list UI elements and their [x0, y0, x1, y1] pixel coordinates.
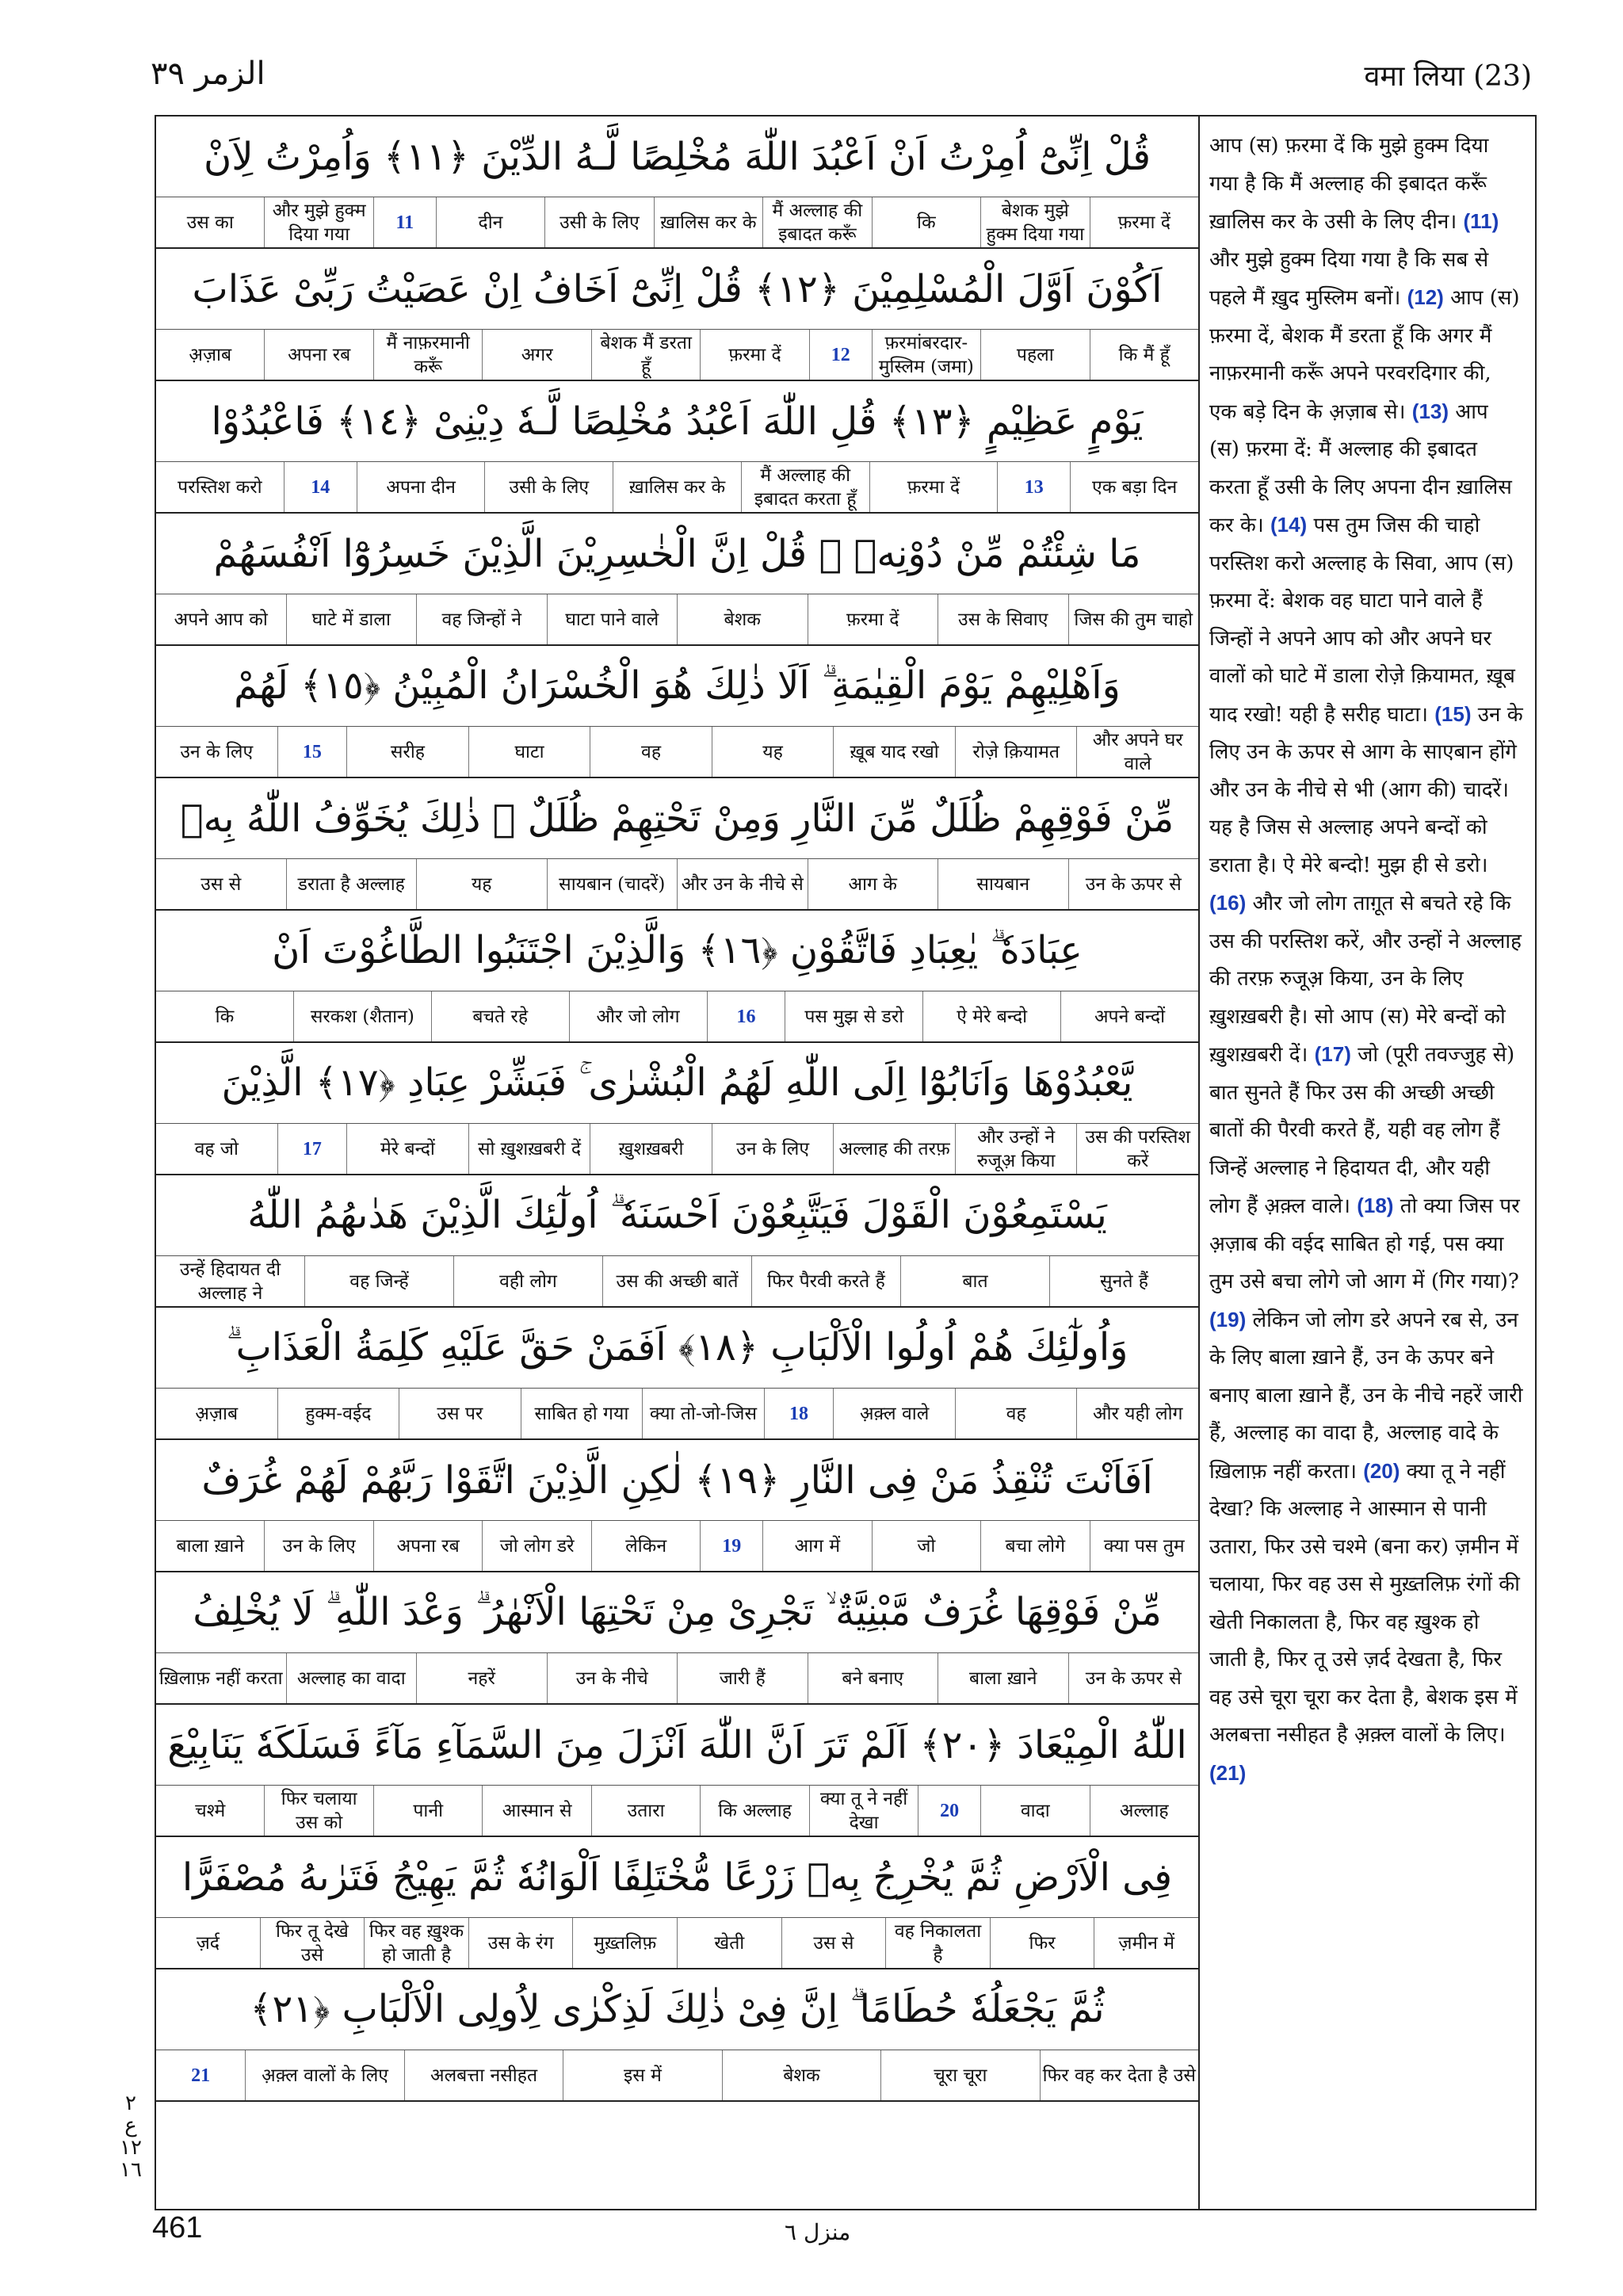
- gloss-cell: दीन: [436, 197, 544, 247]
- gloss-cell: पस मुझ से डरो: [785, 991, 922, 1041]
- gloss-cell: मुख़्तलिफ़: [572, 1918, 677, 1968]
- gloss-cell: अगर: [482, 330, 590, 380]
- translation-text: क्या तू ने नहीं देखा? कि अल्लाह ने आस्मान से पानी उतारा, फिर उसे चश्मे (बना कर) ज़मीन में चलाया, फिर वह उस से मुख़्तलिफ़ रंगों की खेती निकालता है, फिर वह ख़ुश्क हो जाती है, फिर तू उसे ज़र्द देखता है, फिर वह उसे चूरा चूरा कर देता है, बेशक इस में अलबत्ता नसीहत है अ़क़्ल वालों के लिए।: [1209, 1459, 1520, 1747]
- gloss-cell: कि अल्लाह: [700, 1786, 808, 1836]
- translation-verse-number: (15): [1434, 701, 1472, 726]
- gloss-cell: अ़क़्ल वाले: [833, 1389, 955, 1438]
- gloss-row: [156, 1521, 1198, 1572]
- gloss-row: [156, 462, 1198, 514]
- translation-text: और मुझे हुक्म दिया गया है कि सब से पहले मैं ख़ुद मुस्लिम बनों।: [1209, 247, 1489, 310]
- gloss-cell: उस के सिवाए: [938, 594, 1068, 644]
- translation-verse-number: (21): [1209, 1760, 1247, 1785]
- gloss-row: [156, 727, 1198, 778]
- gloss-cell: डराता है अल्लाह: [286, 859, 417, 909]
- gloss-cell: उन्हें हिदायत दी अल्लाह ने: [179, 1259, 281, 1304]
- gloss-cell: उन के नीचे: [547, 1653, 678, 1703]
- gloss-cell: अ़क़्ल वालों के लिए: [245, 2050, 403, 2100]
- gloss-cell: वह जिन्हों ने: [416, 594, 547, 644]
- gloss-cell: मैं अल्लाह की इबादत करता हूँ: [741, 462, 869, 512]
- gloss-cell: ख़ालिस कर के: [654, 197, 762, 247]
- arabic-verse-line: يَوْمٍ عَظِيْمٍ ﴿١٣﴾ قُلِ اللّٰهَ اَعْبُدُ مُخْلِصًا لَّـهٗ دِيْنِىْ ﴿١٤﴾ فَاعْبُدُوْا: [156, 381, 1198, 462]
- ruku-line: ع: [124, 2114, 137, 2137]
- gloss-cell: उस के रंग: [468, 1918, 573, 1968]
- verse-number: 14: [284, 462, 357, 512]
- gloss-row: [156, 1389, 1198, 1440]
- gloss-cell: बेशक मैं डरता हूँ: [591, 330, 700, 380]
- gloss-cell: आग के: [808, 859, 938, 909]
- verse-number: 18: [764, 1389, 834, 1438]
- gloss-cell: कि मैं हूँ: [1090, 330, 1198, 380]
- gloss-cell: अपने आप को: [174, 609, 268, 630]
- gloss-cell: ख़ालिस कर के: [613, 462, 741, 512]
- gloss-row: [156, 991, 1198, 1043]
- gloss-cell: ख़ूब याद रखो: [833, 727, 955, 777]
- gloss-cell: फिर: [990, 1918, 1094, 1968]
- translation-text: उन के लिए उन के ऊपर से आग के साएबान होंगे और उन के नीचे से भी (आग की) चादरें। यह है जिस से अल्लाह अपने बन्दों को डराता है। ऐ मेरे बन्दो! मुझ ही से डरो।: [1209, 702, 1523, 877]
- translation-text: तो क्या जिस पर अ़ज़ाब की वईद साबित हो गई, पस क्या तुम उसे बचा लोगे जो आग में (गिर गया)?: [1209, 1194, 1520, 1293]
- gloss-cell: उस की परस्तिश करें: [1076, 1124, 1198, 1174]
- gloss-row: [156, 1653, 1198, 1705]
- gloss-cell: क्या तू ने नहीं देखा: [809, 1786, 918, 1836]
- gloss-cell: अ़ज़ाब: [195, 1403, 239, 1424]
- translation-verse-number: (18): [1357, 1194, 1394, 1217]
- gloss-cell: उस पर: [399, 1389, 521, 1438]
- gloss-cell: और अपने घर वाले: [1076, 727, 1198, 777]
- gloss-cell: और मुझे हुक्म दिया गया: [264, 197, 372, 247]
- translation-verse-number: (19): [1209, 1307, 1247, 1331]
- gloss-cell: उतारा: [591, 1786, 700, 1836]
- gloss-cell: बचा लोगे: [980, 1521, 1089, 1571]
- gloss-cell: इस में: [563, 2050, 721, 2100]
- gloss-cell: आस्मान से: [482, 1786, 590, 1836]
- arabic-verse-line: يَسْتَمِعُوْنَ الْقَوْلَ فَيَتَّبِعُوْنَ اَحْسَنَهٗ ۗ اُولٰٓئِكَ الَّذِيْنَ هَدٰىهُمُ اللّٰهُ: [156, 1175, 1198, 1256]
- gloss-cell: अल्लाह का वादा: [286, 1653, 417, 1703]
- gloss-cell: फिर तू देखे उसे: [260, 1918, 365, 1968]
- arabic-verse-line: وَاَهْلِيْهِمْ يَوْمَ الْقِيٰمَةِ ۗ اَلَا ذٰلِكَ هُوَ الْخُسْرَانُ الْمُبِيْنُ ﴿١٥﴾ لَهُمْ: [156, 646, 1198, 727]
- gloss-cell: अपना रब: [373, 1521, 482, 1571]
- arabic-verse-line: فِى الْاَرْضِ ثُمَّ يُخْرِجُ بِهٖ زَرْعًا مُّخْتَلِفًا اَلْوَانُهٗ ثُمَّ يَهِيْجُ فَتَرٰىهُ مُصْفَرًّا: [156, 1837, 1198, 1918]
- surah-header: الزمر ٣٩: [151, 55, 265, 92]
- gloss-cell: घाटा: [468, 727, 590, 777]
- gloss-cell: यह: [416, 859, 547, 909]
- gloss-cell: वह: [590, 727, 712, 777]
- arabic-verse-line: مِّنْ فَوْقِهِمْ ظُلَلٌ مِّنَ النَّارِ وَمِنْ تَحْتِهِمْ ظُلَلٌ ۗ ذٰلِكَ يُخَوِّفُ اللّٰهُ بِهٖ: [156, 778, 1198, 859]
- gloss-cell: फिर वह कर देता है उसे: [1040, 2050, 1198, 2100]
- gloss-cell: क्या पस तुम: [1090, 1521, 1198, 1571]
- gloss-cell: जारी हैं: [677, 1653, 808, 1703]
- gloss-cell: सायबान (चादरें): [547, 859, 678, 909]
- gloss-cell: ख़ुशख़बरी: [590, 1124, 712, 1174]
- gloss-cell: फ़रमा दें: [700, 330, 808, 380]
- gloss-cell: सायबान: [938, 859, 1068, 909]
- gloss-cell: आग में: [762, 1521, 871, 1571]
- arabic-verse-line: ثُمَّ يَجْعَلُهٗ حُطَامًا ۗ اِنَّ فِىْ ذٰلِكَ لَذِكْرٰى لِاُولِى الْاَلْبَابِ ﴿٢١﴾: [156, 1969, 1198, 2050]
- word-by-word-column: [156, 117, 1200, 2209]
- gloss-cell: फ़रमा दें: [869, 462, 998, 512]
- gloss-cell: अपना दीन: [357, 462, 485, 512]
- gloss-cell: ज़मीन में: [1094, 1918, 1198, 1968]
- verse-number: 11: [373, 197, 436, 247]
- gloss-cell: ज़र्द: [196, 1932, 220, 1954]
- gloss-cell: और उन के नीचे से: [677, 859, 808, 909]
- gloss-cell: जो लोग डरे: [482, 1521, 590, 1571]
- gloss-cell: उन के लिए: [712, 1124, 834, 1174]
- translation-verse-number: (11): [1463, 209, 1499, 233]
- gloss-cell: वादा: [980, 1786, 1089, 1836]
- translation-text: और जो लोग ताग़ूत से बचते रहे कि उस की परस्तिश करें, और उन्हों ने अल्लाह की तरफ़ रुजूअ़ किया, उन के लिए ख़ुशख़बरी है। सो आप (स) मेरे बन्दों को ख़ुशख़बरी दें।: [1209, 892, 1522, 1067]
- gloss-cell: मेरे बन्दों: [346, 1124, 468, 1174]
- verse-number: 19: [700, 1521, 762, 1571]
- gloss-cell: सरीह: [346, 727, 468, 777]
- gloss-cell: उन के लिए: [180, 741, 254, 762]
- gloss-cell: उस की अच्छी बातें: [602, 1256, 751, 1306]
- gloss-cell: वही लोग: [453, 1256, 602, 1306]
- gloss-cell: ऐ मेरे बन्दो: [922, 991, 1060, 1041]
- gloss-cell: मैं अल्लाह की इबादत करूँ: [762, 197, 871, 247]
- gloss-row: [156, 2050, 1198, 2102]
- gloss-cell: अ़ज़ाब: [189, 344, 232, 365]
- gloss-cell: यह: [712, 727, 834, 777]
- gloss-cell: उसी के लिए: [484, 462, 613, 512]
- gloss-cell: वह जो: [194, 1138, 239, 1159]
- verse-number: 16: [707, 991, 785, 1041]
- gloss-cell: उस से: [781, 1918, 886, 1968]
- translation-text: पस तुम जिस की चाहो परस्तिश करो अल्लाह के सिवा, आप (स) फ़रमा दें: बेशक वह घाटा पाने वाले हैं जिन्हों ने अपने आप को और अपने घर वालों को घाटे में डाला रोज़े क़ियामत, ख़ूब याद रखो! यही है सरीह घाटा।: [1209, 514, 1515, 727]
- arabic-verse-line: مَا شِئْتُمْ مِّنْ دُوْنِهٖ ۗ قُلْ اِنَّ الْخٰسِرِيْنَ الَّذِيْنَ خَسِرُوْٓا اَنْفُسَهُمْ: [156, 514, 1198, 594]
- translation-text: आप (स) फ़रमा दें कि मुझे हुक्म दिया गया है कि मैं अल्लाह की इबादत करूँ ख़ालिस कर के उसी के लिए दीन।: [1209, 134, 1489, 234]
- arabic-verse-line: عِبَادَهٗ ۗ يٰعِبَادِ فَاتَّقُوْنِ ﴿١٦﴾ وَالَّذِيْنَ اجْتَنَبُوا الطَّاغُوْتَ اَنْ: [156, 911, 1198, 991]
- gloss-cell: क्या तो-जो-जिस: [642, 1389, 764, 1438]
- gloss-cell: अलबत्ता नसीहत: [404, 2050, 563, 2100]
- gloss-cell: फ़रमा दें: [808, 594, 938, 644]
- gloss-cell: पानी: [373, 1786, 482, 1836]
- gloss-cell: चश्मे: [195, 1800, 226, 1821]
- gloss-row: [156, 197, 1198, 249]
- gloss-row: [156, 594, 1198, 646]
- verse-number: 20: [918, 1786, 980, 1836]
- arabic-verse-line: اَكُوْنَ اَوَّلَ الْمُسْلِمِيْنَ ﴿١٢﴾ قُلْ اِنِّىْٓ اَخَافُ اِنْ عَصَيْتُ رَبِّىْ عَذَابَ: [156, 249, 1198, 330]
- gloss-cell: और यही लोग: [1076, 1389, 1198, 1438]
- gloss-cell: एक बड़ा दिन: [1070, 462, 1198, 512]
- gloss-row: [156, 1256, 1198, 1308]
- gloss-cell: जिस की तुम चाहो: [1068, 594, 1199, 644]
- gloss-cell: ख़िलाफ़ नहीं करता: [158, 1668, 283, 1689]
- gloss-cell: खेती: [677, 1918, 781, 1968]
- ruku-marker: [111, 2092, 151, 2181]
- verse-number: 21: [191, 2065, 211, 2086]
- translation-verse-number: (20): [1363, 1458, 1400, 1483]
- gloss-cell: सुनते हैं: [1049, 1256, 1198, 1306]
- gloss-cell: पहला: [980, 330, 1089, 380]
- gloss-cell: अल्लाह की तरफ़: [833, 1124, 955, 1174]
- translation-text: आप (स) फ़रमा दें, बेशक मैं डरता हूँ कि अगर मैं नाफ़रमानी करूँ अपने परवरदिगार की, एक बड़े दिन के अ़ज़ाब से।: [1209, 286, 1520, 424]
- translation-text: लेकिन जो लोग डरे अपने रब से, उन के लिए बाला ख़ाने हैं, उन के ऊपर बने बनाए बाला ख़ाने हैं, उन के नीचे नहरें जारी हैं, अल्लाह का वादा है, अल्लाह वादे के ख़िलाफ़ नहीं करता।: [1209, 1308, 1523, 1484]
- gloss-cell: बचते रहे: [431, 991, 569, 1041]
- translation-verse-number: (14): [1270, 513, 1308, 537]
- gloss-cell: नहरें: [416, 1653, 547, 1703]
- gloss-cell: फ़रमांबरदार-मुस्लिम (जमा): [872, 330, 980, 380]
- gloss-cell: वह निकालता है: [885, 1918, 990, 1968]
- gloss-cell: फिर चलाया उस को: [264, 1786, 372, 1836]
- gloss-cell: परस्तिश करो: [178, 476, 262, 498]
- gloss-cell: उस से: [200, 873, 242, 895]
- gloss-cell: मैं नाफ़रमानी करूँ: [373, 330, 482, 380]
- gloss-cell: बेशक: [722, 2050, 880, 2100]
- gloss-row: [156, 1918, 1198, 1969]
- gloss-cell: उन के ऊपर से: [1068, 1653, 1199, 1703]
- verse-number: 17: [277, 1124, 347, 1174]
- translation-verse-number: (12): [1407, 285, 1444, 309]
- gloss-cell: सो ख़ुशख़बरी दें: [468, 1124, 590, 1174]
- arabic-verse-line: اللّٰهُ الْمِيْعَادَ ﴿٢٠﴾ اَلَمْ تَرَ اَنَّ اللّٰهَ اَنْزَلَ مِنَ السَّمَآءِ مَآءً فَسَلَكَهٗ يَنَابِيْعَ: [156, 1705, 1198, 1786]
- translation-column: [1200, 117, 1533, 1793]
- gloss-cell: अपना रब: [264, 330, 372, 380]
- translation-verse-number: (16): [1209, 891, 1247, 915]
- gloss-cell: रोज़े क़ियामत: [955, 727, 1077, 777]
- translation-text: आप (स) फ़रमा दें: मैं अल्लाह की इबादत करता हूँ उसी के लिए अपना दीन ख़ालिस कर के।: [1209, 399, 1512, 537]
- page-number: 461: [152, 2211, 203, 2244]
- gloss-cell: बाला ख़ाने: [938, 1653, 1068, 1703]
- gloss-cell: फिर पैरवी करते हैं: [751, 1256, 900, 1306]
- gloss-cell: उन के ऊपर से: [1068, 859, 1199, 909]
- gloss-cell: घाटा पाने वाले: [547, 594, 678, 644]
- gloss-cell: उसी के लिए: [544, 197, 653, 247]
- translation-verse-number: (13): [1411, 399, 1449, 423]
- gloss-row: [156, 1786, 1198, 1837]
- ruku-line: ٢: [125, 2092, 136, 2115]
- gloss-cell: बेशक: [677, 594, 808, 644]
- translation-verse-number: (17): [1314, 1042, 1351, 1066]
- verse-number: 12: [809, 330, 872, 380]
- translation-text: जो (पूरी तवज्जुह से) बात सुनते हैं फिर उस की अच्छी अच्छी बातों की पैरवी करते हैं, यही वह लोग हैं जिन्हें अल्लाह ने हिदायत दी, और यही लोग हैं अ़क़्ल वाले।: [1209, 1043, 1515, 1218]
- gloss-cell: जो: [872, 1521, 980, 1571]
- gloss-cell: घाटे में डाला: [286, 594, 417, 644]
- arabic-verse-line: مِّنْ فَوْقِهَا غُرَفٌ مَّبْنِيَّةٌ ۙ تَجْرِىْ مِنْ تَحْتِهَا الْاَنْهٰرُ ۗ وَعْدَ اللّٰهِ ۗ لَا يُخْلِفُ: [156, 1572, 1198, 1653]
- gloss-cell: हुक्म-वईद: [277, 1389, 399, 1438]
- gloss-cell: फ़रमा दें: [1090, 197, 1198, 247]
- gloss-row: [156, 330, 1198, 381]
- gloss-cell: अपने बन्दों: [1060, 991, 1198, 1041]
- arabic-verse-line: وَاُولٰٓئِكَ هُمْ اُولُوا الْاَلْبَابِ ﴿١٨﴾ اَفَمَنْ حَقَّ عَلَيْهِ كَلِمَةُ الْعَذَابِ ۗ: [156, 1308, 1198, 1389]
- gloss-cell: और जो लोग: [569, 991, 707, 1041]
- gloss-cell: बात: [900, 1256, 1049, 1306]
- gloss-cell: उस का: [186, 212, 234, 233]
- gloss-cell: बेशक मुझे हुक्म दिया गया: [980, 197, 1089, 247]
- gloss-cell: चूरा चूरा: [880, 2050, 1039, 2100]
- juz-header: वमा लिया (23): [1364, 60, 1532, 93]
- ruku-line: ١٢: [120, 2136, 142, 2160]
- gloss-cell: और उन्हों ने रुजूअ़ किया: [955, 1124, 1077, 1174]
- manzil-label: منزل ٦: [785, 2219, 851, 2245]
- gloss-cell: वह: [955, 1389, 1077, 1438]
- arabic-verse-line: اَفَاَنْتَ تُنْقِذُ مَنْ فِى النَّارِ ﴿١٩﴾ لٰكِنِ الَّذِيْنَ اتَّقَوْا رَبَّهُمْ لَهُمْ غُرَفٌ: [156, 1440, 1198, 1521]
- gloss-cell: सरकश (शैतान): [293, 991, 431, 1041]
- gloss-row: [156, 859, 1198, 911]
- gloss-cell: वह जिन्हें: [304, 1256, 453, 1306]
- gloss-cell: अल्लाह: [1090, 1786, 1198, 1836]
- gloss-cell: कि: [872, 197, 980, 247]
- gloss-cell: उन के लिए: [264, 1521, 372, 1571]
- arabic-verse-line: قُلْ اِنِّىْٓ اُمِرْتُ اَنْ اَعْبُدَ اللّٰهَ مُخْلِصًا لَّـهُ الدِّيْنَ ﴿١١﴾ وَاُمِرْتُ لِاَنْ: [156, 117, 1198, 197]
- verse-number: 15: [277, 727, 347, 777]
- gloss-cell: साबित हो गया: [521, 1389, 643, 1438]
- verse-number: 13: [997, 462, 1070, 512]
- gloss-cell: लेकिन: [591, 1521, 700, 1571]
- gloss-cell: बने बनाए: [808, 1653, 938, 1703]
- gloss-row: [156, 1124, 1198, 1175]
- gloss-cell: कि: [215, 1006, 235, 1027]
- gloss-cell: बाला ख़ाने: [176, 1535, 244, 1557]
- arabic-verse-line: يَّعْبُدُوْهَا وَاَنَابُوْٓا اِلَى اللّٰهِ لَهُمُ الْبُشْرٰى ۚ فَبَشِّرْ عِبَادِ ﴿١٧﴾ الَّذِيْنَ: [156, 1043, 1198, 1124]
- page-frame: [155, 115, 1537, 2210]
- gloss-cell: फिर वह ख़ुश्क हो जाती है: [364, 1918, 468, 1968]
- ruku-line: ١٦: [120, 2158, 142, 2182]
